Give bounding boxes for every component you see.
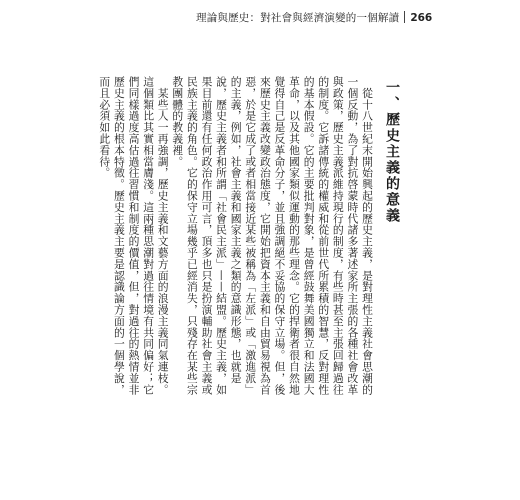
section-heading: 一、歷史主義的意義 xyxy=(384,80,400,224)
body-text xyxy=(98,76,400,402)
paragraph: 某些人一再強調，歷史主義和文藝方面的浪漫主義同氣連枝。這個類比其實相當膚淺。這兩種思潮對過往情境有共同偏好；它們同樣過度高估過往習慣和制度的價值，但，對過往的熱情並非歷史主義的根本特徵。歷史主義主要是認識論方面的一個學說，而且必須如此看待。 xyxy=(98,76,170,396)
page-number: 266 xyxy=(410,12,433,24)
running-title: 理論與歷史：對社會與經濟演變的一個解讀 xyxy=(196,12,400,24)
header-divider xyxy=(404,11,405,23)
running-head xyxy=(196,10,466,26)
paragraph: 從十八世紀末開始興起的歷史主義，是對理性主義社會思潮的一個反動，為了對抗啓蒙時代諸多著述家所主張的各種社會改革與政策，歷史主義派維持現行的制度，有些時甚至主張回歸過往的制度。它訴諸傳統的權威和從前世代所累積的智慧，反對理性的基本假設。它的主要批判對象，是曾經鼓舞美國獨立和法國大革命，以及其他國家類似運動的那些理念。它的捍衛者很自然地覺得自己是反革命分子，並且強調絕不妥協的保守立場。但，後來歷史主義改變政治態度，它開始把資本主義和自由貿易視為首惡，於是它成了或者相當接近某些被稱為「左派」或「激進派」的主義，例如，社會主義和國家主義之類的意識形態，也就是說，歷史主義者和所謂「社會民主派」——結盟。歷史主義，如果目前還有任何政治作用可言，頂多也只是扮演輔助社會主義或民族主義的角色。它的保守立場幾乎已經消失，只殘存在某些宗教團體的教義裡。 xyxy=(171,76,374,396)
